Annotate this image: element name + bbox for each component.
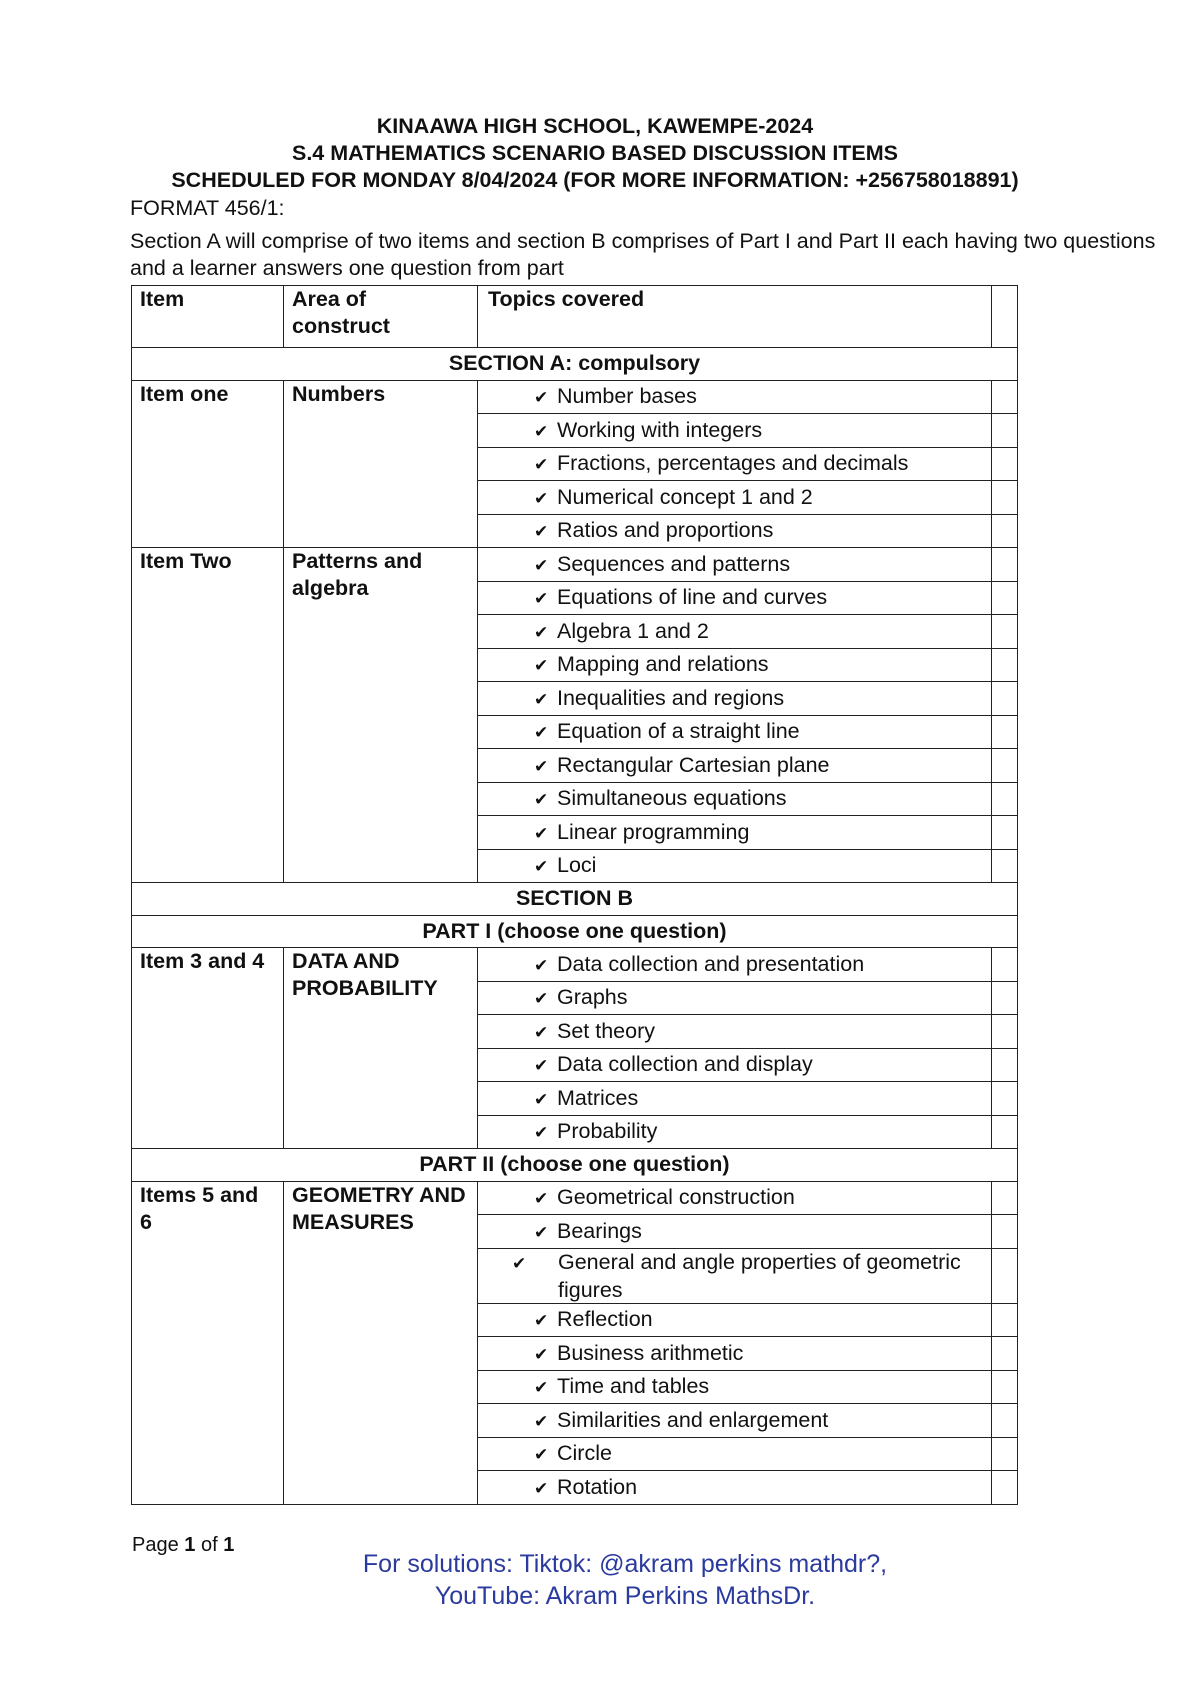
topic-cell	[478, 447, 992, 481]
topic-text: Mapping and relations	[557, 652, 769, 677]
blank-cell	[992, 1370, 1018, 1404]
topic-cell	[478, 514, 992, 548]
checkmark-icon: ✔	[534, 955, 549, 975]
topic-cell	[478, 1471, 992, 1505]
checkmark-icon: ✔	[534, 656, 549, 676]
header-item: Item	[132, 286, 284, 348]
blank-cell	[992, 1215, 1018, 1249]
checkmark-icon: ✔	[534, 1311, 549, 1331]
checkmark-icon: ✔	[534, 388, 549, 408]
item1-group	[132, 380, 1018, 548]
checkmark-icon: ✔	[534, 555, 549, 575]
document-subtitle: S.4 MATHEMATICS SCENARIO BASED DISCUSSION ITEMS	[291, 141, 899, 165]
blank-cell	[992, 548, 1018, 582]
topic-cell	[478, 981, 992, 1015]
blank-cell	[992, 1248, 1018, 1303]
checkmark-icon: ✔	[534, 857, 549, 877]
section-a-heading: SECTION A: compulsory	[132, 348, 1018, 381]
area-label: DATA AND PROBABILITY	[284, 948, 478, 1149]
item-label: Items 5 and 6	[132, 1181, 284, 1504]
topic-text: Number bases	[557, 384, 697, 409]
checkmark-icon: ✔	[534, 1478, 549, 1498]
item-label: Item one	[132, 380, 284, 548]
topic-cell	[478, 548, 992, 582]
topic-row	[132, 1181, 1018, 1215]
topic-text: Rotation	[557, 1474, 638, 1499]
blank-cell	[992, 481, 1018, 515]
topic-cell	[478, 1048, 992, 1082]
topic-cell	[478, 1181, 992, 1215]
topic-cell	[478, 1404, 992, 1438]
blank-cell	[992, 981, 1018, 1015]
page-total: 1	[223, 1534, 235, 1556]
checkmark-icon: ✔	[534, 1411, 549, 1431]
checkmark-icon: ✔	[534, 989, 549, 1009]
format-label: FORMAT 456/1:	[130, 196, 285, 220]
part-1-heading: PART I (choose one question)	[132, 915, 1018, 948]
checkmark-icon: ✔	[534, 589, 549, 609]
checkmark-icon: ✔	[534, 1222, 549, 1242]
blank-cell	[992, 749, 1018, 783]
part-2-heading: PART II (choose one question)	[132, 1149, 1018, 1182]
topic-text: Sequences and patterns	[557, 551, 791, 576]
item-label: Item 3 and 4	[132, 948, 284, 1149]
checkmark-icon: ✔	[534, 1378, 549, 1398]
checkmark-icon: ✔	[534, 622, 549, 642]
topic-text: General and angle properties of geometric figures	[558, 1249, 961, 1302]
topic-cell	[478, 414, 992, 448]
checkmark-icon: ✔	[534, 1056, 549, 1076]
topic-text: Set theory	[557, 1018, 655, 1043]
checkmark-icon: ✔	[534, 756, 549, 776]
topic-text: Business arithmetic	[557, 1340, 744, 1365]
topic-text: Matrices	[557, 1085, 639, 1110]
topic-cell	[478, 1215, 992, 1249]
blank-cell	[992, 414, 1018, 448]
item34-group	[132, 948, 1018, 1149]
checkmark-icon: ✔	[534, 1123, 549, 1143]
area-label: Patterns and algebra	[284, 548, 478, 883]
item-label: Item Two	[132, 548, 284, 883]
checkmark-icon: ✔	[534, 723, 549, 743]
page-current: 1	[184, 1534, 196, 1556]
topic-cell	[478, 648, 992, 682]
blank-cell	[992, 782, 1018, 816]
topic-text: Time and tables	[557, 1374, 710, 1399]
checkmark-icon: ✔	[534, 455, 549, 475]
checkmark-icon: ✔	[534, 488, 549, 508]
topic-text: Loci	[557, 853, 597, 878]
blank-cell	[992, 1437, 1018, 1471]
checkmark-icon: ✔	[534, 1089, 549, 1109]
topic-text: Numerical concept 1 and 2	[557, 484, 813, 509]
blank-cell	[992, 1048, 1018, 1082]
topic-cell	[478, 1337, 992, 1371]
blank-cell	[992, 514, 1018, 548]
topic-text: Geometrical construction	[557, 1185, 795, 1210]
topic-text: Fractions, percentages and decimals	[557, 451, 909, 476]
topic-cell	[478, 816, 992, 850]
topic-cell	[478, 1370, 992, 1404]
topic-text: Linear programming	[557, 819, 750, 844]
intro-paragraph: Section A will comprise of two items and section B comprises of Part I and Part II each having two questions and a learner answers one question from part	[130, 229, 1156, 280]
page-of: of	[200, 1534, 218, 1556]
table-header-row	[132, 286, 1018, 348]
topic-text: Data collection and presentation	[557, 951, 865, 976]
promo-tiktok: For solutions: Tiktok: @akram perkins mathdr?,	[362, 1550, 888, 1578]
checkmark-icon: ✔	[512, 1253, 527, 1273]
area-label: Numbers	[284, 380, 478, 548]
topic-cell	[478, 1303, 992, 1337]
promo-youtube: YouTube: Akram Perkins MathsDr.	[434, 1582, 816, 1610]
checkmark-icon: ✔	[534, 689, 549, 709]
blank-cell	[992, 447, 1018, 481]
topic-row	[132, 548, 1018, 582]
checkmark-icon: ✔	[534, 1022, 549, 1042]
page-prefix: Page	[132, 1534, 179, 1556]
topic-text: Rectangular Cartesian plane	[557, 752, 830, 777]
schedule-line: SCHEDULED FOR MONDAY 8/04/2024 (FOR MORE INFORMATION: +256758018891)	[171, 168, 1019, 192]
topic-cell	[478, 1248, 992, 1303]
blank-cell	[992, 1181, 1018, 1215]
checkmark-icon: ✔	[534, 790, 549, 810]
section-b-heading: SECTION B	[132, 883, 1018, 916]
checkmark-icon: ✔	[534, 1445, 549, 1465]
blank-cell	[992, 581, 1018, 615]
topic-text: Equations of line and curves	[557, 585, 828, 610]
topic-cell	[478, 715, 992, 749]
checkmark-icon: ✔	[534, 421, 549, 441]
blank-cell	[992, 648, 1018, 682]
topic-cell	[478, 948, 992, 982]
topic-text: Graphs	[557, 985, 628, 1010]
topic-text: Probability	[557, 1119, 658, 1144]
blank-cell	[992, 1115, 1018, 1149]
blank-cell	[992, 286, 1018, 348]
blank-cell	[992, 615, 1018, 649]
blank-cell	[992, 715, 1018, 749]
blank-cell	[992, 682, 1018, 716]
topic-cell	[478, 380, 992, 414]
topic-text: Ratios and proportions	[557, 518, 774, 543]
blank-cell	[992, 849, 1018, 883]
topic-text: Simultaneous equations	[557, 786, 787, 811]
topic-text: Working with integers	[557, 417, 763, 442]
blank-cell	[992, 948, 1018, 982]
blank-cell	[992, 1471, 1018, 1505]
topic-cell	[478, 1015, 992, 1049]
topic-cell	[478, 782, 992, 816]
topic-cell	[478, 749, 992, 783]
school-title: KINAAWA HIGH SCHOOL, KAWEMPE-2024	[376, 114, 814, 138]
topic-text: Bearings	[557, 1218, 642, 1243]
topic-cell	[478, 481, 992, 515]
topic-text: Algebra 1 and 2	[557, 618, 709, 643]
topic-text: Data collection and display	[557, 1052, 813, 1077]
topic-cell	[478, 1437, 992, 1471]
item56-group	[132, 1181, 1018, 1504]
blank-cell	[992, 1404, 1018, 1438]
checkmark-icon: ✔	[534, 823, 549, 843]
topics-table	[131, 285, 1018, 1505]
checkmark-icon: ✔	[534, 1344, 549, 1364]
topic-cell	[478, 1082, 992, 1116]
item2-group	[132, 548, 1018, 883]
topic-text: Similarities and enlargement	[557, 1407, 829, 1432]
topic-text: Inequalities and regions	[557, 685, 785, 710]
blank-cell	[992, 380, 1018, 414]
blank-cell	[992, 1015, 1018, 1049]
blank-cell	[992, 1337, 1018, 1371]
topic-cell	[478, 615, 992, 649]
topic-cell	[478, 849, 992, 883]
header-topics: Topics covered	[478, 286, 992, 348]
topic-cell	[478, 1115, 992, 1149]
area-label: GEOMETRY AND MEASURES	[284, 1181, 478, 1504]
topic-cell	[478, 682, 992, 716]
header-area: Area of construct	[284, 286, 478, 348]
topic-cell	[478, 581, 992, 615]
blank-cell	[992, 1082, 1018, 1116]
topic-text: Equation of a straight line	[557, 719, 800, 744]
checkmark-icon: ✔	[534, 522, 549, 542]
topic-row	[132, 380, 1018, 414]
topic-row	[132, 948, 1018, 982]
topic-text: Circle	[557, 1441, 612, 1466]
blank-cell	[992, 1303, 1018, 1337]
checkmark-icon: ✔	[534, 1189, 549, 1209]
blank-cell	[992, 816, 1018, 850]
topic-text: Reflection	[557, 1307, 653, 1332]
